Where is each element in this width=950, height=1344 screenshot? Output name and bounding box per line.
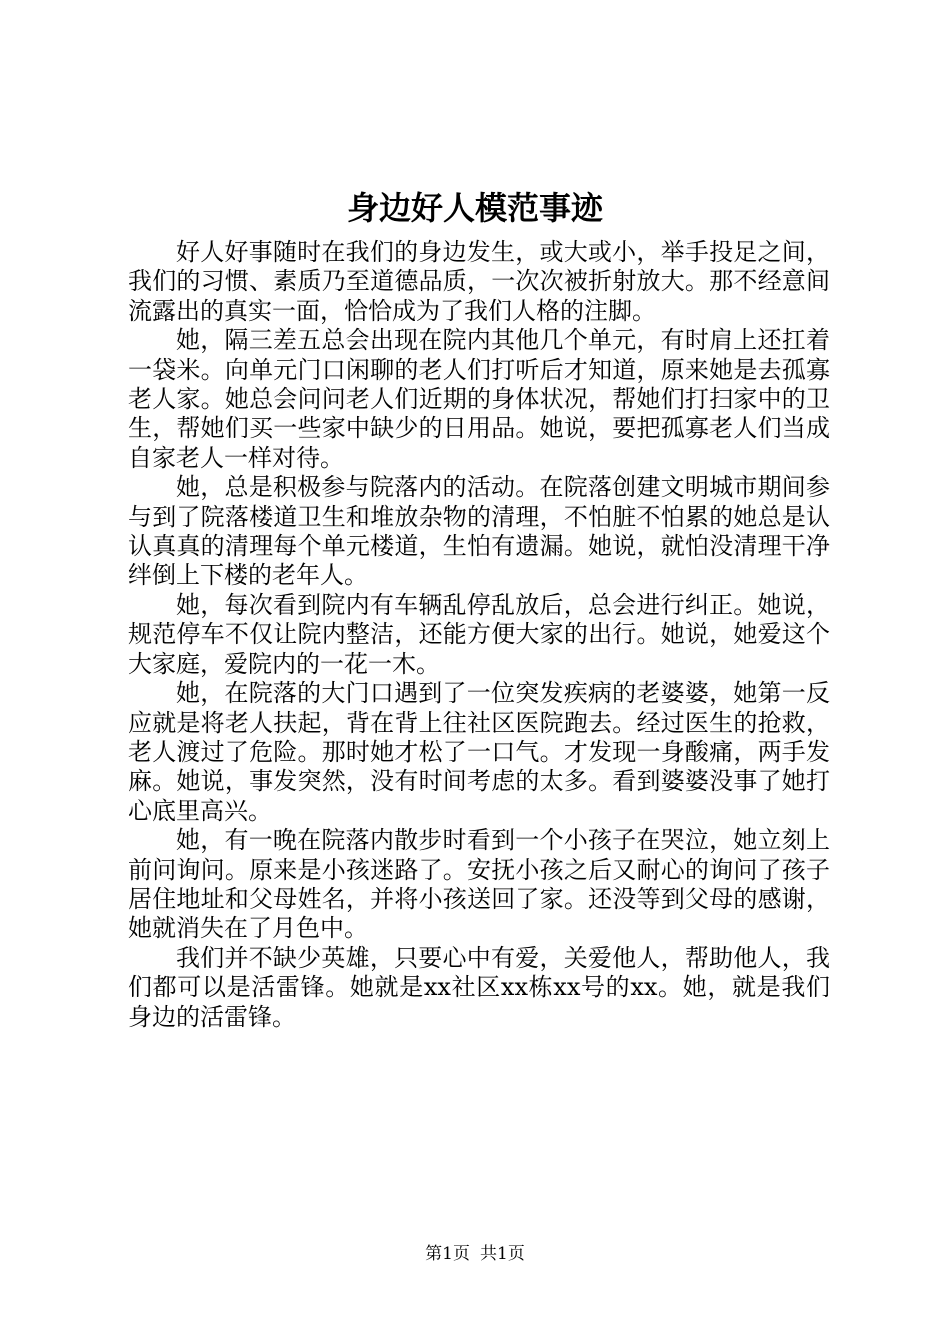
paragraph: 她，有一晚在院落内散步时看到一个小孩子在哭泣，她立刻上前问询问。原来是小孩迷路了。安抚小孩之后又耐心的询问了孩子居住地址和父母姓名，并将小孩送回了家。还没等到父母的感谢，她就消失在了月色中。 [128, 826, 830, 943]
paragraph: 我们并不缺少英雄，只要心中有爱，关爱他人，帮助他人，我们都可以是活雷锋。她就是xx社区xx栋xx号的xx。她，就是我们身边的活雷锋。 [128, 943, 830, 1031]
page-total: 共1页 [480, 1244, 525, 1264]
paragraph: 她，总是积极参与院落内的活动。在院落创建文明城市期间参与到了院落楼道卫生和堆放杂物的清理，不怕脏不怕累的她总是认认真真的清理每个单元楼道，生怕有遗漏。她说，就怕没清理干净绊倒上下楼的老年人。 [128, 473, 830, 590]
page-footer [0, 1242, 950, 1266]
paragraph: 她，在院落的大门口遇到了一位突发疾病的老婆婆，她第一反应就是将老人扶起，背在背上往社区医院跑去。经过医生的抢救，老人渡过了危险。那时她才松了一口气。才发现一身酸痛，两手发麻。她说，事发突然，没有时间考虑的太多。看到婆婆没事了她打心底里高兴。 [128, 679, 830, 825]
paragraph: 好人好事随时在我们的身边发生，或大或小，举手投足之间，我们的习惯、素质乃至道德品质，一次次被折射放大。那不经意间流露出的真实一面，恰恰成为了我们人格的注脚。 [128, 238, 830, 325]
paragraph: 她，隔三差五总会出现在院内其他几个单元，有时肩上还扛着一袋米。向单元门口闲聊的老人们打听后才知道，原来她是去孤寡老人家。她总会问问老人们近期的身体状况，帮她们打扫家中的卫生，帮她们买一些家中缺少的日用品。她说，要把孤寡老人们当成自家老人一样对待。 [128, 326, 830, 472]
page-number: 第1页 [425, 1244, 470, 1264]
document-title: 身边好人模范事迹 [346, 189, 603, 227]
document-body [128, 238, 830, 1032]
paragraph: 她，每次看到院内有车辆乱停乱放后，总会进行纠正。她说，规范停车不仅让院内整洁，还能方便大家的出行。她说，她爱这个大家庭，爱院内的一花一木。 [128, 590, 830, 678]
